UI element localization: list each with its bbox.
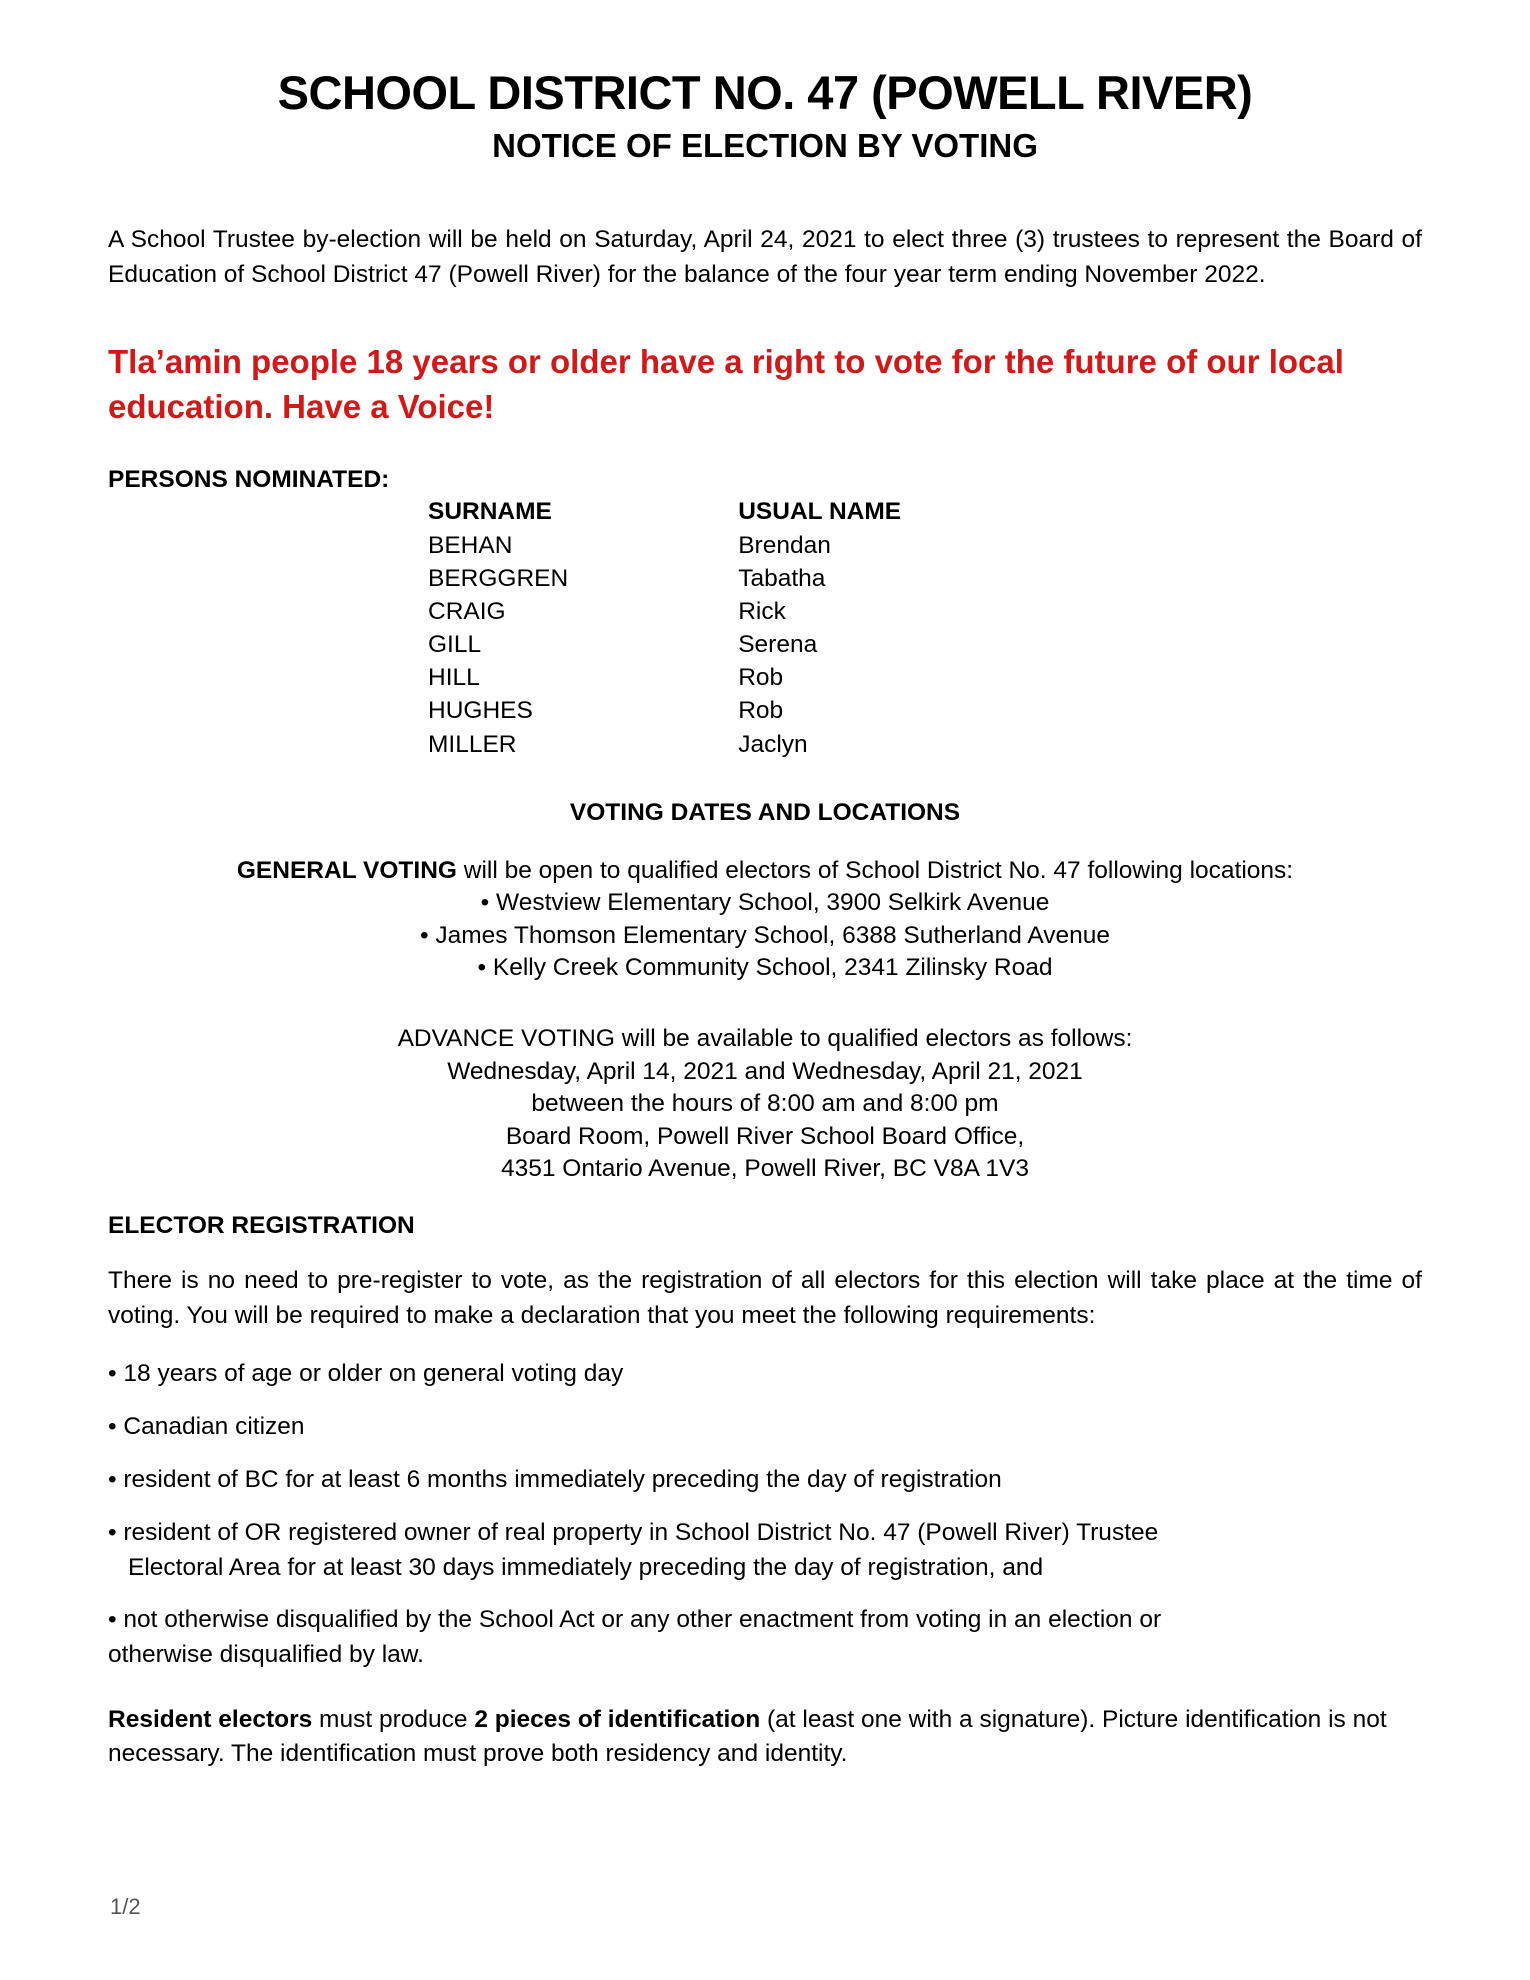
advance-voting-block — [108, 1023, 1422, 1186]
cell-usual-name: Rob — [738, 664, 784, 692]
list-item — [108, 1603, 1422, 1673]
cell-surname: HUGHES — [428, 697, 533, 725]
column-header-surname: SURNAME — [428, 497, 552, 525]
persons-nominated-label: PERSONS NOMINATED: — [108, 465, 390, 493]
resident-electors-text1: must produce — [312, 1705, 475, 1733]
page-subtitle: NOTICE OF ELECTION BY VOTING — [492, 126, 1038, 164]
voting-location: • Kelly Creek Community School, 2341 Zilinsky Road — [477, 954, 1053, 982]
elector-registration-heading: ELECTOR REGISTRATION — [108, 1211, 415, 1239]
table-row — [428, 628, 901, 661]
voting-location: • Westview Elementary School, 3900 Selkirk Avenue — [480, 889, 1050, 917]
cell-usual-name: Jaclyn — [738, 730, 808, 758]
list-item: • resident of BC for at least 6 months immediately preceding the day of registration — [108, 1465, 1002, 1493]
table-row — [428, 529, 901, 562]
list-item — [108, 1516, 1422, 1586]
highlight-statement: Tla’amin people 18 years or older have a right to vote for the future of our local education. Have a Voice! — [108, 342, 1344, 426]
table-row — [428, 694, 901, 727]
list-item-text: • resident of OR registered owner of real property in School District No. 47 (Powell River) Trustee — [108, 1518, 1159, 1546]
table-row — [428, 595, 901, 628]
list-item-continuation: otherwise disqualified by law. — [108, 1641, 424, 1669]
list-item: • 18 years of age or older on general voting day — [108, 1360, 624, 1388]
advance-voting-text: will be available to qualified electors as follows: — [614, 1024, 1133, 1052]
page-title: SCHOOL DISTRICT NO. 47 (POWELL RIVER) — [277, 66, 1253, 119]
general-voting-label: GENERAL VOTING — [236, 856, 457, 884]
table-header-row — [428, 498, 901, 529]
nominees-table — [428, 498, 901, 761]
elector-registration-body: There is no need to pre-register to vote, as the registration of all electors for this election will take place at the time of voting. You will be required to make a declaration that you meet the following requirements: — [108, 1267, 1422, 1329]
cell-surname: GILL — [428, 631, 482, 659]
resident-electors-paragraph — [108, 1703, 1422, 1772]
advance-voting-dates: Wednesday, April 14, 2021 and Wednesday, April 21, 2021 — [447, 1057, 1083, 1085]
list-item-continuation: Electoral Area for at least 30 days immediately preceding the day of registration, and — [128, 1553, 1044, 1581]
cell-surname: HILL — [428, 664, 480, 692]
cell-usual-name: Brendan — [738, 531, 831, 559]
cell-usual-name: Rick — [738, 598, 786, 626]
cell-surname: BEHAN — [428, 531, 513, 559]
resident-electors-label: Resident electors — [108, 1705, 313, 1733]
column-header-usual-name: USUAL NAME — [738, 497, 902, 525]
cell-surname: BERGGREN — [428, 564, 569, 592]
general-voting-text: will be open to qualified electors of School District No. 47 following locations: — [456, 856, 1294, 884]
requirements-list — [108, 1357, 1422, 1672]
advance-voting-place: Board Room, Powell River School Board Office, — [505, 1122, 1025, 1150]
resident-electors-text2: (at least one with a signature). Picture identification is not necessary. The identification must prove both residency and identity. — [108, 1705, 1387, 1768]
intro-paragraph: A School Trustee by-election will be held on Saturday, April 24, 2021 to elect three (3) trustees to represent the Board of Education of School District 47 (Powell River) for the balance of the four year term ending November 2022. — [108, 226, 1422, 288]
cell-surname: MILLER — [428, 730, 517, 758]
table-row — [428, 661, 901, 694]
general-voting-block — [108, 855, 1422, 985]
list-item: • Canadian citizen — [108, 1413, 305, 1441]
cell-usual-name: Tabatha — [738, 564, 826, 592]
voting-location: • James Thomson Elementary School, 6388 Sutherland Avenue — [419, 921, 1110, 949]
page-number: 1/2 — [110, 1894, 141, 1919]
advance-voting-line — [108, 1023, 1422, 1056]
advance-voting-label: ADVANCE VOTING — [397, 1024, 615, 1052]
voting-section-title: VOTING DATES AND LOCATIONS — [569, 798, 961, 826]
advance-voting-address: 4351 Ontario Avenue, Powell River, BC V8A 1V3 — [501, 1155, 1029, 1183]
table-row — [428, 562, 901, 595]
list-item-text: • not otherwise disqualified by the School Act or any other enactment from voting in an election or — [108, 1606, 1162, 1634]
cell-surname: CRAIG — [428, 598, 506, 626]
cell-usual-name: Rob — [738, 697, 784, 725]
general-voting-line — [108, 855, 1422, 888]
table-row — [428, 728, 901, 761]
identification-requirement: 2 pieces of identification — [474, 1705, 761, 1733]
advance-voting-hours: between the hours of 8:00 am and 8:00 pm — [531, 1090, 999, 1118]
cell-usual-name: Serena — [738, 631, 818, 659]
